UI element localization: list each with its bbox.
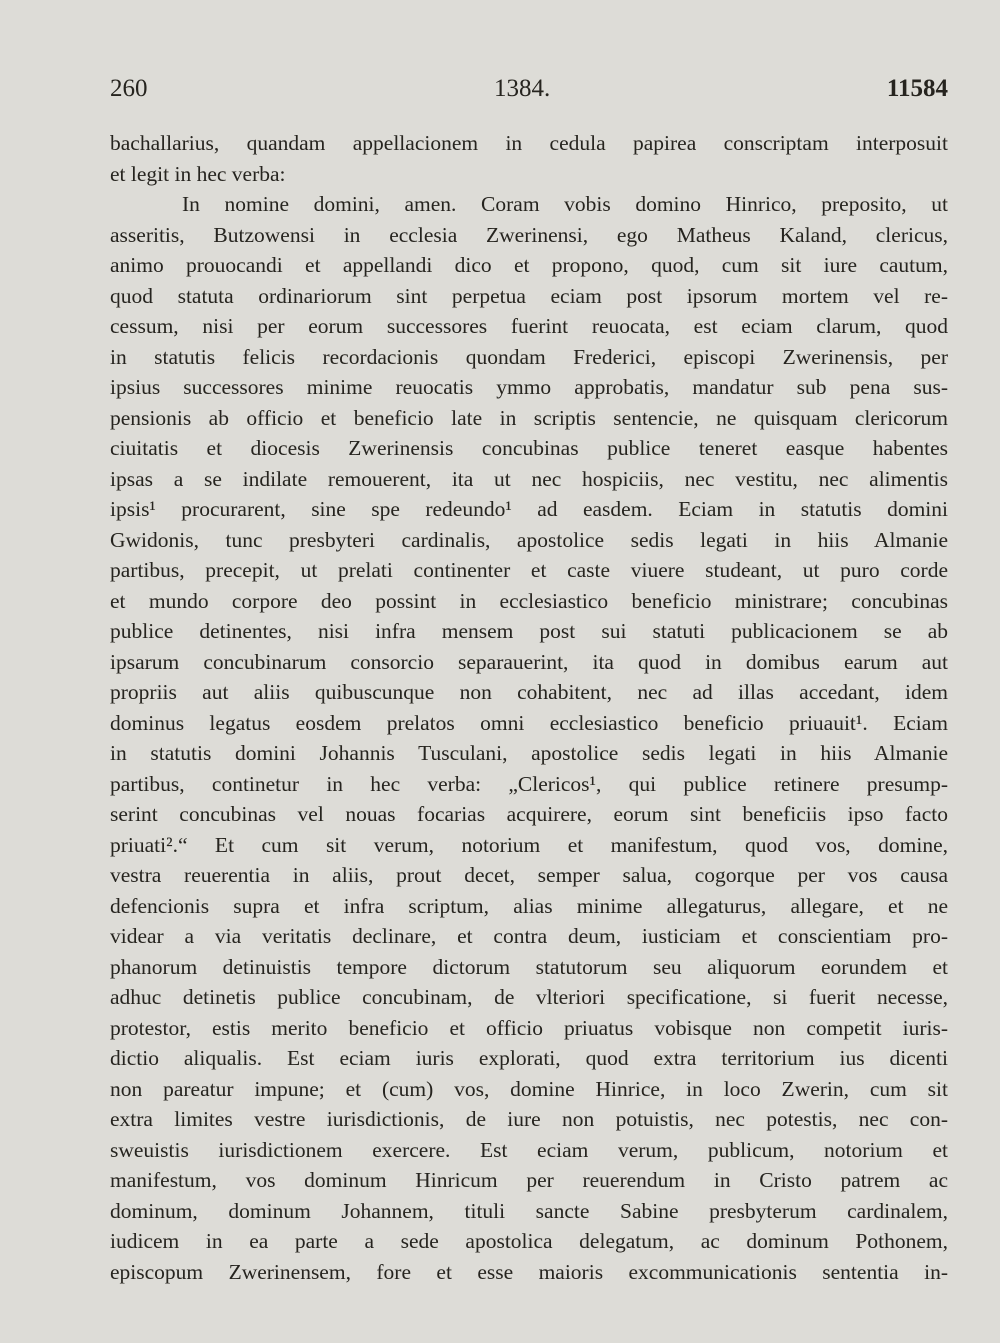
page-number: 260 [110, 75, 148, 102]
text-line: In nomine domini, amen. Coram vobis domino Hinrico, preposito, ut [182, 192, 948, 216]
text-line: asseritis, Butzowensi in ecclesia Zwerinensi, ego Matheus Kaland, clericus, [110, 222, 948, 247]
document-number: 11584 [886, 75, 948, 102]
text-line: adhuc detinetis publice concubinam, de vlteriori specificatione, si fuerit necesse, [110, 985, 948, 1009]
text-line: non pareatur impune; et (cum) vos, domine Hinrice, in loco Zwerin, cum sit [110, 1076, 948, 1101]
text-line: publice detinentes, nisi infra mensem post sui statuti publicacionem se ab [110, 619, 948, 643]
text-line: et mundo corpore deo possint in ecclesiastico beneficio ministrare; concubinas [110, 588, 948, 613]
text-line: pensionis ab officio et beneficio late in scriptis sentencie, ne quisquam clericorum [110, 405, 948, 430]
body-text [110, 128, 948, 1287]
text-line: protestor, estis merito beneficio et officio priuatus vobisque non competit iuris- [110, 1015, 948, 1040]
text-line: videar a via veritatis declinare, et contra deum, iusticiam et conscientiam pro- [110, 924, 948, 948]
text-line: partibus, precepit, ut prelati continenter et caste viuere studeant, ut puro corde [110, 558, 948, 582]
text-line: propriis aut aliis quibuscunque non cohabitent, nec ad illas accedant, idem [110, 680, 948, 704]
text-line: in statutis domini Johannis Tusculani, apostolice sedis legati in hiis Almanie [110, 741, 948, 765]
text-line: phanorum detinuistis tempore dictorum statutorum seu aliquorum eorundem et [110, 954, 948, 979]
text-line: animo prouocandi et appellandi dico et propono, quod, cum sit iure cautum, [110, 253, 948, 277]
text-line: ipsas a se indilate remouerent, ita ut nec hospiciis, nec vestitu, nec alimentis [110, 466, 948, 491]
text-line: dictio aliqualis. Est eciam iuris explorati, quod extra territorium ius dicenti [110, 1046, 948, 1070]
year-heading: 1384. [494, 75, 551, 102]
text-line: defencionis supra et infra scriptum, alias minime allegaturus, allegare, et ne [110, 893, 948, 918]
text-line: quod statuta ordinariorum sint perpetua eciam post ipsorum mortem vel re- [110, 283, 948, 308]
text-line: serint concubinas vel nouas focarias acquirere, eorum sint beneficiis ipso facto [110, 802, 948, 826]
text-line: bachallarius, quandam appellacionem in cedula papirea conscriptam interposuit [110, 131, 948, 155]
text-line: priuati².“ Et cum sit verum, notorium et manifestum, quod vos, domine, [110, 832, 948, 857]
text-line: extra limites vestre iurisdictionis, de iure non potuistis, nec potestis, nec con- [110, 1107, 948, 1131]
text-line: iudicem in ea parte a sede apostolica delegatum, ac dominum Pothonem, [110, 1229, 948, 1253]
text-line: ipsius successores minime reuocatis ymmo approbatis, mandatur sub pena sus- [110, 375, 948, 399]
text-line: episcopum Zwerinensem, fore et esse maioris excommunicationis sententia in- [110, 1259, 948, 1284]
text-line: ciuitatis et diocesis Zwerinensis concubinas publice teneret easque habentes [110, 436, 948, 460]
text-line: vestra reuerentia in aliis, prout decet, semper salua, cogorque per vos causa [110, 863, 948, 887]
text-line: partibus, continetur in hec verba: „Clericos¹, qui publice retinere presump- [110, 771, 948, 796]
running-head [110, 72, 948, 106]
text-line: Gwidonis, tunc presbyteri cardinalis, apostolice sedis legati in hiis Almanie [110, 527, 948, 552]
text-line: cessum, nisi per eorum successores fuerint reuocata, est eciam clarum, quod [110, 314, 948, 338]
text-line: ipsis¹ procurarent, sine spe redeundo¹ ad easdem. Eciam in statutis domini [110, 497, 948, 521]
text-line: dominum, dominum Johannem, tituli sancte Sabine presbyterum cardinalem, [110, 1198, 948, 1223]
text-line: et legit in hec verba: [110, 161, 286, 186]
text-line: dominus legatus eosdem prelatos omni ecclesiastico beneficio priuauit¹. Eciam [110, 710, 948, 735]
text-line: in statutis felicis recordacionis quondam Frederici, episcopi Zwerinensis, per [110, 344, 948, 369]
text-line: ipsarum concubinarum consorcio separauerint, ita quod in domibus earum aut [110, 649, 948, 674]
text-line: manifestum, vos dominum Hinricum per reuerendum in Cristo patrem ac [110, 1168, 948, 1192]
text-line: sweuistis iurisdictionem exercere. Est eciam verum, publicum, notorium et [110, 1137, 948, 1162]
